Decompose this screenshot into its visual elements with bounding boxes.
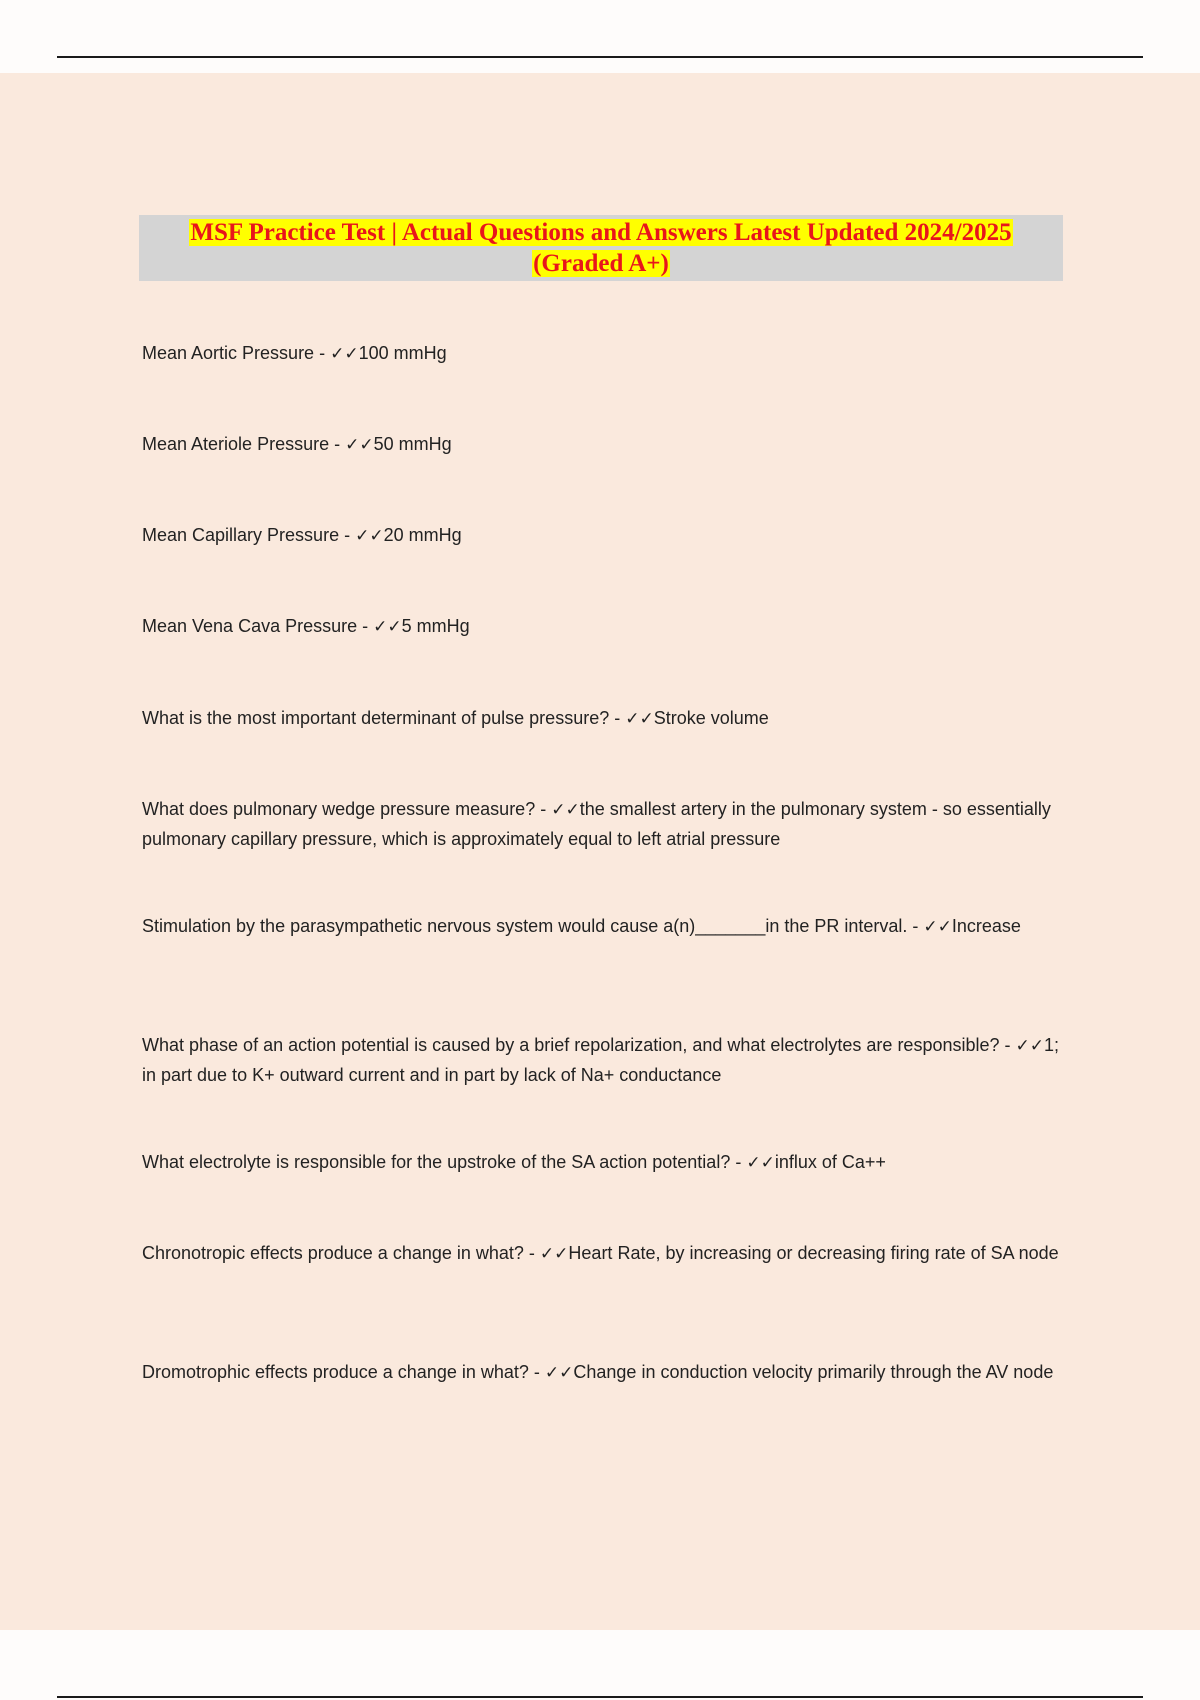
double-check-icon: ✓✓ [923, 917, 952, 937]
double-check-icon: ✓✓ [544, 1363, 574, 1383]
qa-item [142, 1031, 1062, 1090]
double-check-icon: ✓✓ [330, 344, 359, 364]
top-rule [57, 56, 1143, 58]
qa-item [142, 912, 1062, 942]
answer-text: 50 mmHg [373, 434, 452, 454]
document-sheet [0, 73, 1200, 1630]
qa-item [142, 430, 1062, 460]
answer-text: 20 mmHg [383, 525, 462, 545]
qa-item [142, 795, 1062, 854]
qa-item [142, 1239, 1062, 1269]
answer-text: influx of Ca++ [774, 1152, 886, 1172]
question-text: What is the most important determinant of pulse pressure? - [142, 708, 626, 728]
answer-text: 1; in part due to K+ outward current and in part by lack of Na+ conductance [142, 1035, 1060, 1085]
double-check-icon: ✓✓ [625, 709, 654, 729]
qa-item [142, 704, 1062, 734]
answer-text: the smallest artery in the pulmonary system - so essentially pulmonary capillary pressure, which is approximately equal to left atrial pressure [142, 799, 1051, 849]
qa-item [142, 1148, 1062, 1178]
question-text: Stimulation by the parasympathetic nervous system would cause a(n)_______in the PR interval. - [142, 916, 924, 936]
qa-item [142, 612, 1062, 642]
answer-text: Change in conduction velocity primarily through the AV node [573, 1362, 1054, 1382]
question-text: What electrolyte is responsible for the upstroke of the SA action potential? - [142, 1152, 747, 1172]
question-text: Chronotropic effects produce a change in what? - [142, 1243, 540, 1263]
double-check-icon: ✓✓ [551, 800, 580, 820]
question-text: Mean Capillary Pressure - [142, 525, 356, 545]
double-check-icon: ✓✓ [1015, 1036, 1045, 1056]
document-title [139, 215, 1063, 281]
answer-text: 5 mmHg [401, 616, 470, 636]
double-check-icon: ✓✓ [746, 1153, 775, 1173]
double-check-icon: ✓✓ [345, 435, 374, 455]
answer-text: 100 mmHg [358, 343, 447, 363]
title-line-1: MSF Practice Test | Actual Questions and Answers Latest Updated 2024/2025 [190, 219, 1012, 246]
bottom-rule [57, 1696, 1143, 1698]
question-text: Mean Aortic Pressure - [142, 343, 331, 363]
question-text: Mean Vena Cava Pressure - [142, 616, 374, 636]
title-line-2: (Graded A+) [533, 250, 669, 277]
answer-text: Heart Rate, by increasing or decreasing firing rate of SA node [568, 1243, 1059, 1263]
double-check-icon: ✓✓ [373, 617, 402, 637]
question-text: What does pulmonary wedge pressure measure? - [142, 799, 552, 819]
question-text: Dromotrophic effects produce a change in what? - [142, 1362, 545, 1382]
question-text: What phase of an action potential is caused by a brief repolarization, and what electrolytes are responsible? - [142, 1035, 1016, 1055]
qa-item [142, 339, 1062, 369]
qa-item [142, 521, 1062, 551]
answer-text: Stroke volume [653, 708, 769, 728]
double-check-icon: ✓✓ [355, 526, 384, 546]
question-text: Mean Ateriole Pressure - [142, 434, 346, 454]
qa-item [142, 1358, 1062, 1388]
answer-text: Increase [951, 916, 1021, 936]
double-check-icon: ✓✓ [539, 1244, 569, 1264]
